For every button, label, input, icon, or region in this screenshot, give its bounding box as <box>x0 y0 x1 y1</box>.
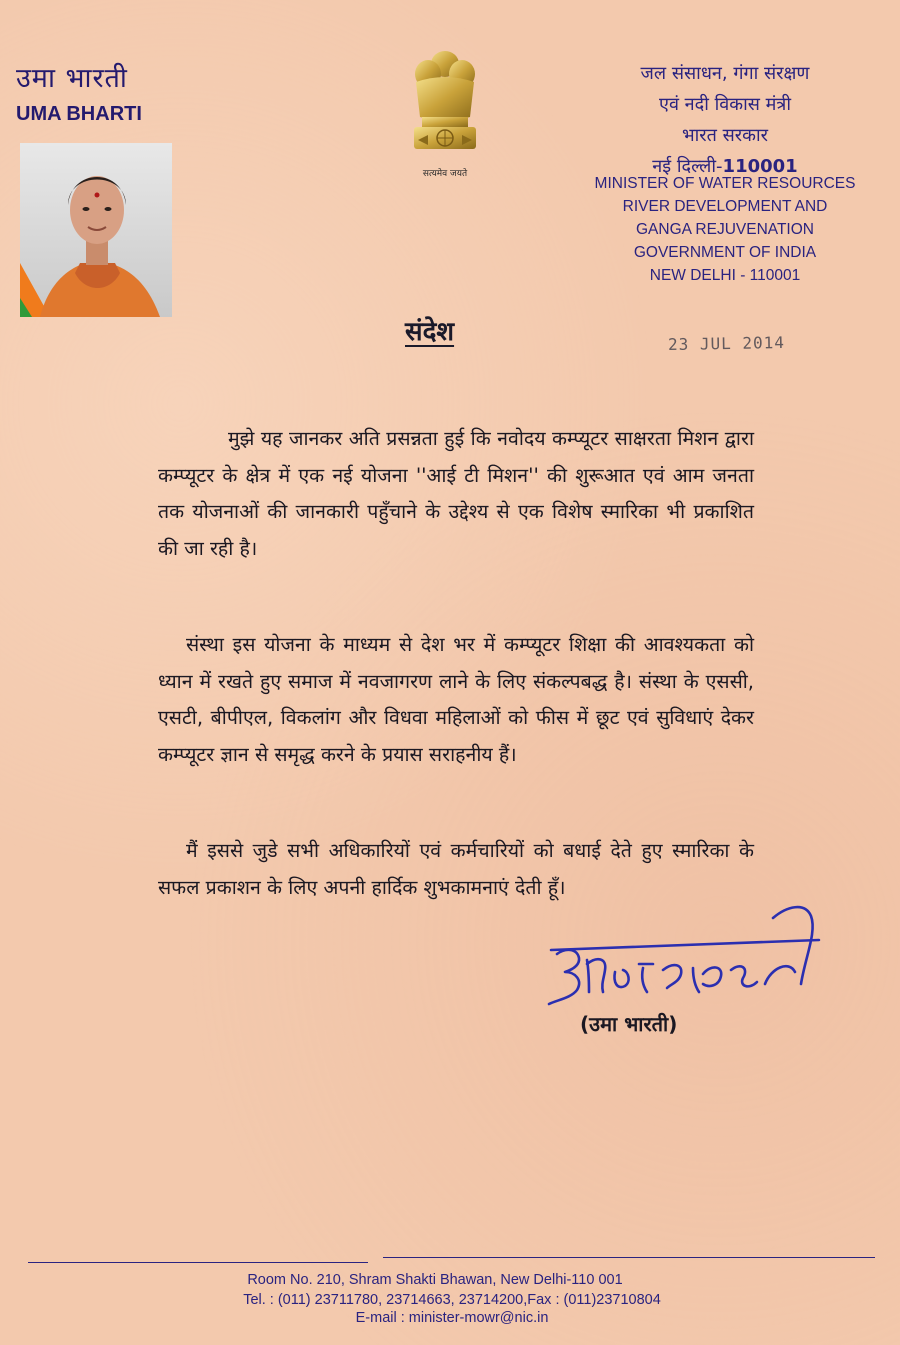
ministry-hindi-line-1: जल संसाधन, गंगा संरक्षण <box>640 63 810 84</box>
footer-phone: Tel. : (011) 23711780, 23714663, 23714200,Fax : (011)23710804 <box>243 1292 661 1308</box>
ministry-english-line-3: GANGA REJUVENATION <box>636 221 814 238</box>
letter-paragraph-3: मैं इससे जुडे सभी अधिकारियों एवं कर्मचारियों को बधाई देते हुए स्मारिका के सफल प्रकाशन के लिए अपनी हार्दिक शुभकामनाएं देती हूँ। <box>158 839 754 899</box>
letter-paragraph-2: संस्था इस योजना के माध्यम से देश भर में कम्प्यूटर शिक्षा की आवश्यकता को ध्यान में रखते हुए समाज में नवजागरण लाने के लिए संकल्पबद्ध है। संस्था के एससी, एसटी, बीपीएल, विकलांग और विधवा महिलाओं को फीस में छूट एवं सुविधाएं देकर कम्प्यूटर ज्ञान से समृद्ध करने के प्रयास सराहनीय हैं। <box>158 633 754 766</box>
ministry-hindi-line-2: एवं नदी विकास मंत्री <box>658 94 792 115</box>
handwritten-signature <box>543 888 833 1018</box>
footer-divider-left <box>28 1262 368 1263</box>
footer-address: Room No. 210, Shram Shakti Bhawan, New Delhi-110 001 <box>247 1272 623 1288</box>
national-emblem-icon <box>400 42 490 182</box>
sender-name-hindi: उमा भारती <box>16 63 128 94</box>
city-hindi: नई दिल्ली- <box>652 156 723 177</box>
ministry-english-line-5: NEW DELHI - 110001 <box>649 267 801 284</box>
ministry-english-line-2: RIVER DEVELOPMENT AND <box>622 198 828 215</box>
signatory-name: (उमा भारती) <box>580 1012 678 1036</box>
ministry-english-line-1: MINISTER OF WATER RESOURCES <box>594 175 856 192</box>
date-stamp: 23 JUL 2014 <box>667 332 786 355</box>
letter-title: संदेश <box>405 317 455 347</box>
sender-name-english: UMA BHARTI <box>16 103 142 125</box>
city-pin: 110001 <box>722 156 798 177</box>
sender-photo <box>20 143 172 317</box>
footer-divider-right <box>383 1257 875 1258</box>
letter-paragraph-1: मुझे यह जानकर अति प्रसन्नता हुई कि नवोदय कम्प्यूटर साक्षरता मिशन द्वारा कम्प्यूटर के क्षेत्र में एक नई योजना ''आई टी मिशन'' की शुरूआत एवं आम जनता तक योजनाओं की जानकारी पहुँचाने के उद्देश्य से एक विशेष स्मारिका भी प्रकाशित की जा रही है। <box>158 427 754 560</box>
ministry-english-line-4: GOVERNMENT OF INDIA <box>633 244 817 261</box>
footer-email: E-mail : minister-mowr@nic.in <box>355 1310 549 1326</box>
ministry-hindi <box>560 58 890 182</box>
ministry-hindi-line-3: भारत सरकार <box>681 125 769 146</box>
ministry-english <box>560 172 890 287</box>
emblem-motto: सत्यमेव जयते <box>422 169 468 179</box>
